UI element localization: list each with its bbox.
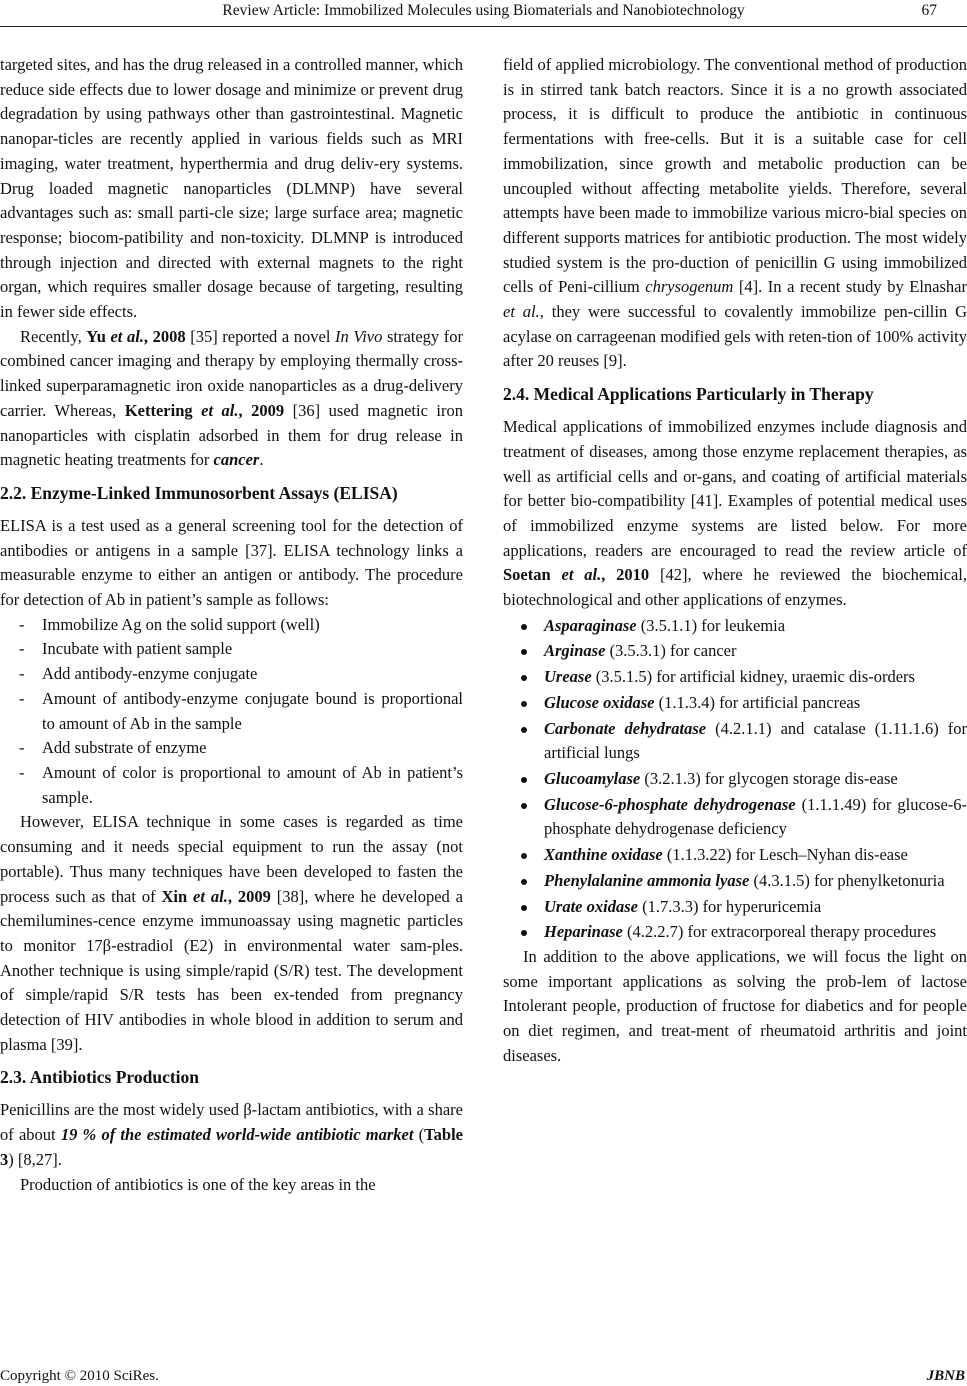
- left-column: [0, 53, 463, 1197]
- elisa-steps-list: [19, 613, 463, 811]
- right-column: [503, 53, 967, 1068]
- paragraph-antibiotics-production: Production of antibiotics is one of the key areas in the: [20, 1174, 376, 1194]
- section-heading-antibiotics: 2.3. Antibiotics Production: [0, 1067, 200, 1088]
- paragraph-nanoparticle-studies: Recently, Yu et al., 2008 [35] reported a novel In Vivo strategy for combined cancer imaging and therapy by employing thermally cross-linked superparamagnetic iron oxide nanoparticles as a drug-delivery carrier. Whereas, Kettering et al., 2009 [36] used magnetic iron nanoparticles with cisplatin adsorbed in them for drug release in magnetic heating treatments for cancer.: [0, 326, 463, 470]
- section-heading-medical: 2.4. Medical Applications Particularly in Therapy: [503, 384, 874, 405]
- paragraph-medical-applications: Medical applications of immobilized enzymes include diagnosis and treatment of diseases, among those enzyme replacement therapies, as well as artificial cells and or-gans, and coating of artificial materials for better bio-compatibility [41]. Examples of potential medical uses of immobilized enzyme systems are listed below. For more applications, readers are encouraged to read the review article of Soetan et al., 2010 [42], where he reviewed the biochemical, biotechnological and other applications of enzymes.: [503, 417, 967, 610]
- citation-soetan: Soetan et al., 2010: [503, 565, 650, 585]
- list-item: - Immobilize Ag on the solid support (well): [19, 613, 463, 638]
- citation-xin: Xin et al., 2009: [161, 886, 271, 906]
- list-item: - Amount of antibody-enzyme conjugate bound is proportional to amount of Ab in the sample: [19, 687, 463, 736]
- paragraph-drug-delivery: targeted sites, and has the drug released in a controlled manner, which reduce side effects due to lower dosage and minimize or prevent drug degradation by using pathways other than gastrointestinal. Magnetic nanopar-ticles are recently applied in various fields such as MRI imaging, water treatment, hyperthermia and drug deliv-ery systems. Drug loaded magnetic nanoparticles (DLMNP) have several advantages such as: small parti-cle size; large surface area; magnetic response; biocom-patibility and non-toxicity. DLMNP is introduced through injection and directed with external magnets to the right organ, which requires smaller dosage because of targeting, resulting in fewer side effects.: [0, 55, 463, 322]
- paragraph-focus: In addition to the above applications, we will focus the light on some important applications as solving the prob-lem of lactose Intolerant people, production of fructose for diabetics and for people on diet regimen, and treat-ment of rheumatoid arthritis and joint diseases.: [503, 946, 967, 1065]
- list-item: Xanthine oxidase (1.1.3.22) for Lesch–Nyhan dis-ease: [519, 843, 967, 868]
- list-item: Glucose oxidase (1.1.3.4) for artificial pancreas: [519, 691, 967, 716]
- list-item: Glucose-6-phosphate dehydrogenase (1.1.1.49) for glucose-6-phosphate dehydrogenase deficiency: [519, 793, 967, 842]
- list-item: - Incubate with patient sample: [19, 637, 463, 662]
- list-item: Arginase (3.5.3.1) for cancer: [519, 639, 967, 664]
- paragraph-penicillins: Penicillins are the most widely used β-lactam antibiotics, with a share of about 19 % of the estimated world-wide antibiotic market (Table 3) [8,27].: [0, 1100, 463, 1169]
- running-title: Review Article: Immobilized Molecules using Biomaterials and Nanobiotechnology: [222, 2, 745, 19]
- header-rule: [0, 26, 967, 27]
- list-item: - Add antibody-enzyme conjugate: [19, 662, 463, 687]
- copyright-notice: Copyright © 2010 SciRes.: [0, 1368, 159, 1384]
- enzyme-list: [519, 614, 967, 945]
- table-reference: Table 3: [0, 1125, 463, 1169]
- list-item: Glucoamylase (3.2.1.3) for glycogen storage dis-ease: [519, 767, 967, 792]
- citation-kettering: Kettering et al., 2009: [124, 400, 285, 420]
- citation-yu: Yu et al., 2008: [86, 326, 186, 346]
- section-heading-elisa: 2.2. Enzyme-Linked Immunosorbent Assays (ELISA): [0, 482, 398, 503]
- page-number: 67: [921, 2, 937, 19]
- list-item: Heparinase (4.2.2.7) for extracorporeal therapy procedures: [519, 920, 967, 945]
- list-item: Carbonate dehydratase (4.2.1.1) and catalase (1.11.1.6) for artificial lungs: [519, 717, 967, 766]
- list-item: - Amount of color is proportional to amount of Ab in patient’s sample.: [19, 761, 463, 810]
- paragraph-elisa-intro: ELISA is a test used as a general screening tool for the detection of antibodies or antigens in a sample [37]. ELISA technology links a measurable enzyme to either an antigen or antibody. The procedure for detection of Ab in patient’s sample as follows:: [0, 515, 463, 610]
- running-header: [0, 2, 967, 24]
- list-item: Phenylalanine ammonia lyase (4.3.1.5) for phenylketonuria: [519, 869, 967, 894]
- list-item: Urease (3.5.1.5) for artificial kidney, uraemic dis-orders: [519, 665, 967, 690]
- journal-abbreviation: JBNB: [926, 1368, 965, 1384]
- list-item: Asparaginase (3.5.1.1) for leukemia: [519, 614, 967, 639]
- paragraph-microbiology: field of applied microbiology. The conventional method of production is in stirred tank batch reactors. Since it is a no growth associated process, it is difficult to produce the antibiotic in continuous fermentations with free-cells. But it is a suitable case for cell immobilization, since growth and metabolic production can be uncoupled without affecting metabolite yields. Therefore, several attempts have been made to immobilize various micro-bial species on different supports matrices for antibiotic production. The most widely studied system is the pro-duction of penicillin G using immobilized cells of Peni-cillium chrysogenum [4]. In a recent study by Elnashar et al., they were successful to covalently immobilize pen-cillin G acylase on carrageenan modified gels with reten-tion of 100% activity after 20 reuses [9].: [503, 55, 967, 371]
- paragraph-elisa-techniques: However, ELISA technique in some cases is regarded as time consuming and it needs special equipment to run the assay (not portable). Thus many techniques have been developed to fasten the process such as that of Xin et al., 2009 [38], where he developed a chemilumines-cence enzyme immunoassay using magnetic particles to monitor 17β-estradiol (E2) in environmental water sam-ples. Another technique is using simple/rapid (S/R) test. The development of simple/rapid S/R tests has been ex-tended from pregnancy detection of HIV antibodies in whole blood in addition to serum and plasma [39].: [0, 812, 463, 1054]
- list-item: Urate oxidase (1.7.3.3) for hyperuricemia: [519, 895, 967, 920]
- list-item: - Add substrate of enzyme: [19, 736, 463, 761]
